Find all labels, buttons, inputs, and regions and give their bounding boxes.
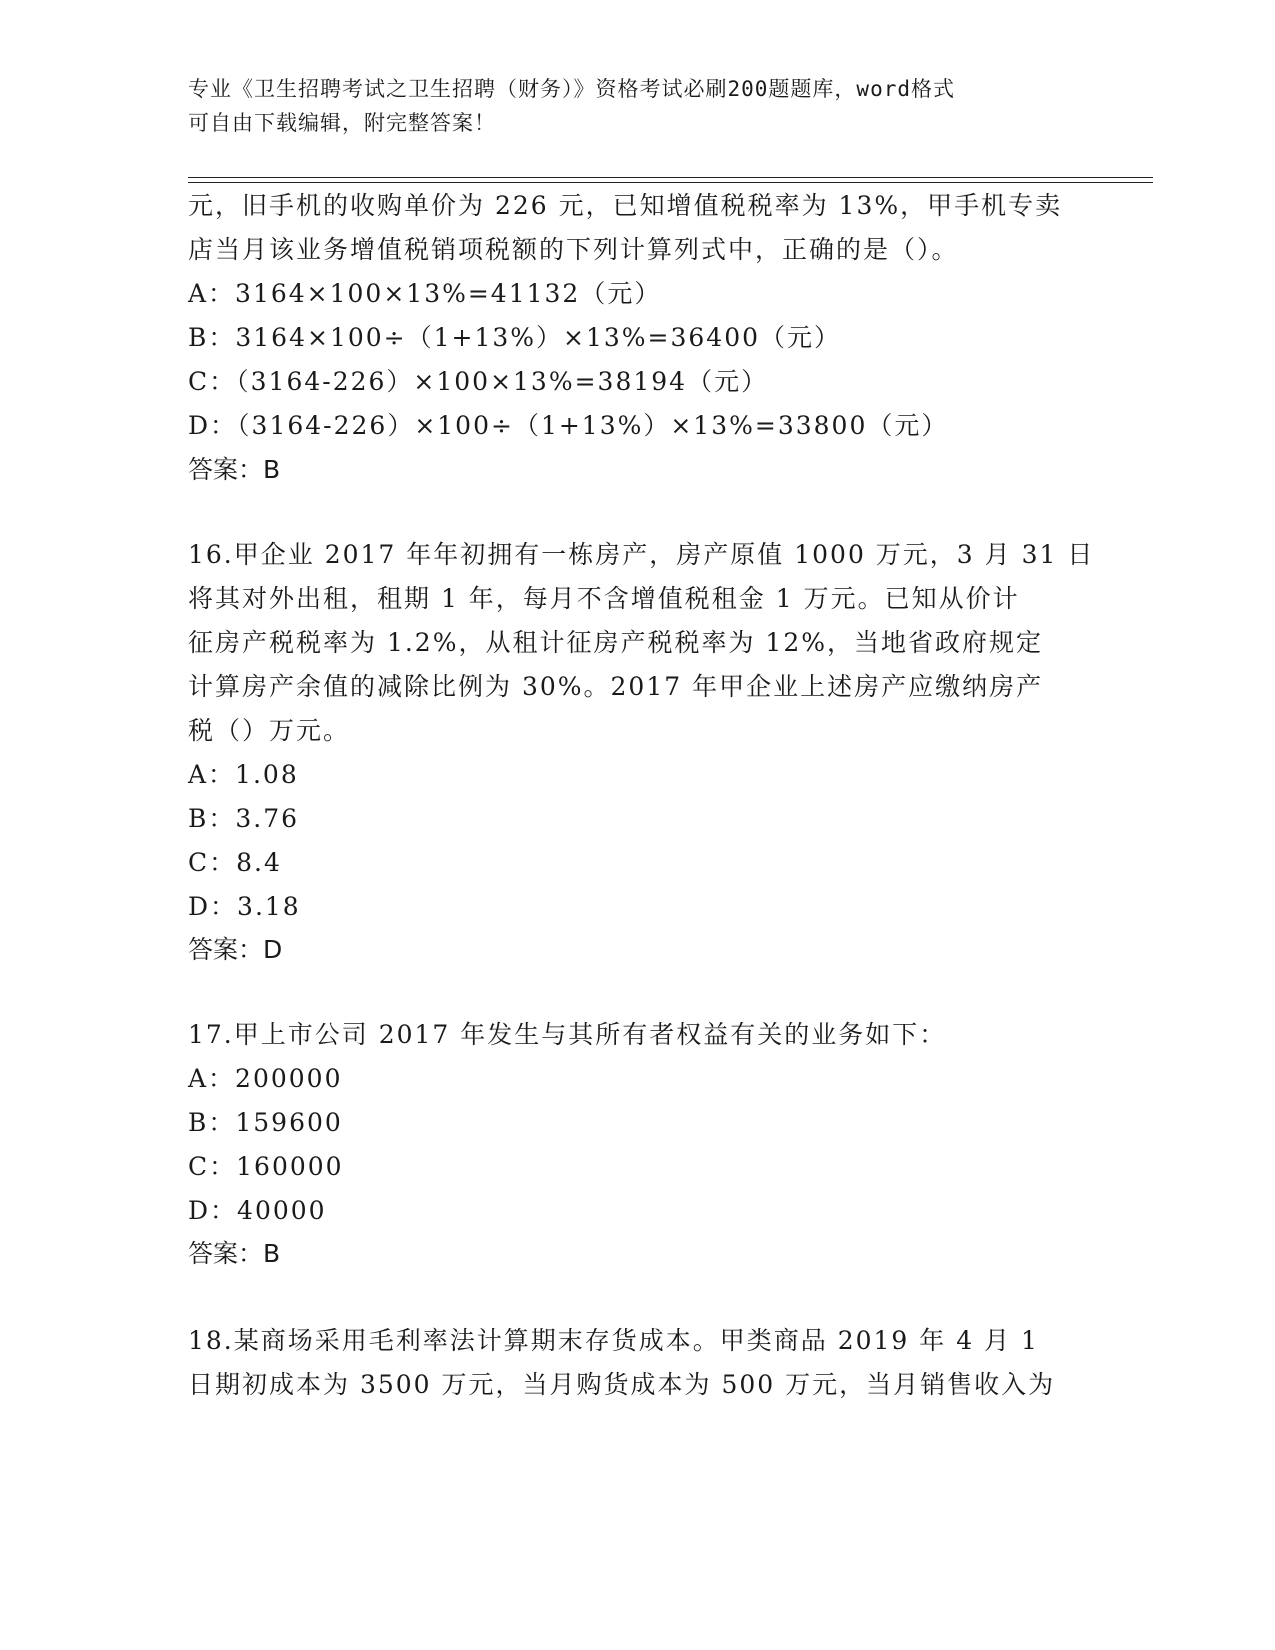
q15-stem-line-1: 元，旧手机的收购单价为 226 元，已知增值税税率为 13%，甲手机专卖: [188, 191, 1063, 220]
q17-option-d: D：40000: [188, 1196, 327, 1225]
q16-stem-line-1: 16.甲企业 2017 年年初拥有一栋房产，房产原值 1000 万元，3 月 31 日: [188, 540, 1095, 569]
q15-option-a: A：3164×100×13%=41132（元）: [188, 279, 662, 308]
q17-answer: 答案：B: [188, 1239, 281, 1268]
q16-stem-line-4: 计算房产余值的减除比例为 30%。2017 年甲企业上述房产应缴纳房产: [188, 672, 1044, 701]
q17-option-c: C：160000: [188, 1152, 344, 1181]
document-header: [188, 72, 1088, 140]
q15-option-b: B：3164×100÷（1+13%）×13%=36400（元）: [188, 323, 842, 352]
q18-stem-line-1: 18.某商场采用毛利率法计算期末存货成本。甲类商品 2019 年 4 月 1: [188, 1326, 1039, 1355]
q15-answer: 答案：B: [188, 455, 281, 484]
q16-option-b: B：3.76: [188, 804, 300, 833]
q16-answer: 答案：D: [188, 935, 283, 964]
q16-option-d: D：3.18: [188, 892, 301, 921]
q18-stem-line-2: 日期初成本为 3500 万元，当月购货成本为 500 万元，当月销售收入为: [188, 1370, 1056, 1399]
q16-stem-line-3: 征房产税税率为 1.2%，从租计征房产税税率为 12%，当地省政府规定: [188, 628, 1043, 657]
header-title-line-1: 专业《卫生招聘考试之卫生招聘（财务）》资格考试必刷200题题库，word格式: [188, 77, 955, 101]
q16-stem-line-5: 税（）万元。: [188, 716, 351, 745]
q17-option-a: A：200000: [188, 1064, 343, 1093]
q17-option-b: B：159600: [188, 1108, 343, 1137]
header-title-line-2: 可自由下载编辑，附完整答案！: [188, 111, 496, 135]
header-divider-bottom: [188, 182, 1153, 183]
q15-option-c: C：（3164-226）×100×13%=38194（元）: [188, 367, 769, 396]
q16-option-a: A：1.08: [188, 760, 299, 789]
header-divider-top: [188, 177, 1153, 178]
q15-stem-line-2: 店当月该业务增值税销项税额的下列计算列式中，正确的是（）。: [188, 235, 959, 264]
q15-option-d: D：（3164-226）×100÷（1+13%）×13%=33800（元）: [188, 411, 949, 440]
q16-option-c: C：8.4: [188, 848, 282, 877]
q16-stem-line-2: 将其对外出租，租期 1 年，每月不含增值税租金 1 万元。已知从价计: [188, 584, 1020, 613]
q17-stem-line-1: 17.甲上市公司 2017 年发生与其所有者权益有关的业务如下：: [188, 1020, 947, 1049]
